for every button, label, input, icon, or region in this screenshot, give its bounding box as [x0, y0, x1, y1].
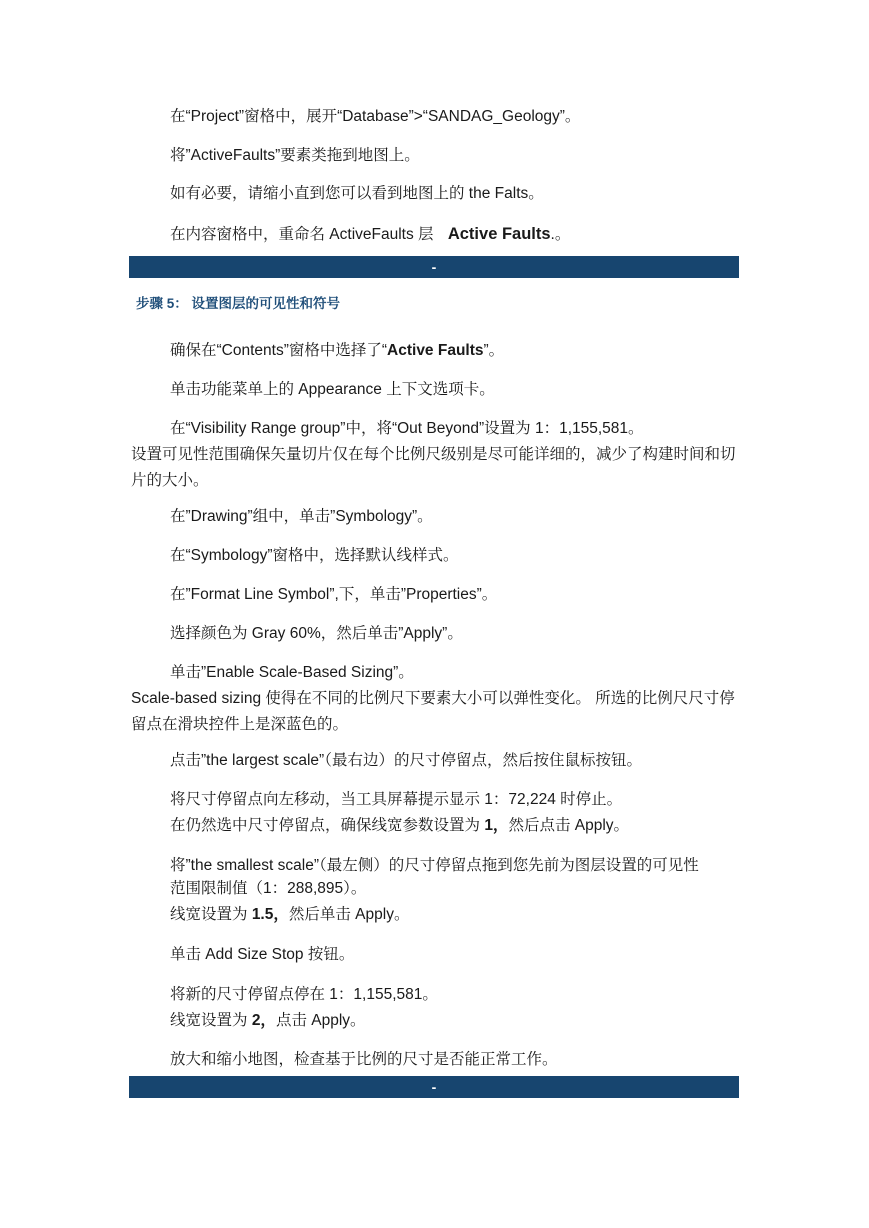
instruction-add-size-stop: 单击 Add Size Stop 按钮。 [170, 946, 355, 963]
instruction-rename-layer [170, 224, 570, 245]
layer-name: Active Faults [387, 342, 484, 359]
step-5-heading: 步骤 5： 设置图层的可见性和符号 [136, 296, 341, 311]
instruction-text: 线宽设置为 [170, 906, 252, 923]
instruction-zoom-out: 如有必要，请缩小直到您可以看到地图上的 the Falts。 [170, 185, 544, 202]
paragraph-visibility-explanation: 设置可见性范围确保矢量切片仅在每个比例尺级别是尽可能详细的，减少了构建时间和切片的大小。 [131, 446, 736, 489]
instruction-text: 在仍然选中尺寸停留点，确保线宽参数设置为 [170, 817, 485, 834]
instruction-smallest-scale-cont: 范围限制值（1：288,895）。 [170, 880, 367, 897]
instruction-enable-scale-sizing: 单击”Enable Scale-Based Sizing”。 [170, 664, 414, 681]
instruction-text: 然后点击 Apply。 [508, 817, 630, 834]
layer-name: Active Faults [447, 225, 551, 243]
instruction-move-stop: 将尺寸停留点向左移动，当工具屏幕提示显示 1：72,224 时停止。 [170, 791, 623, 808]
instruction-smallest-scale: 将”the smallest scale”（最左侧）的尺寸停留点拖到您先前为图层设置的可见性 [170, 857, 699, 874]
width-value: 1.5， [251, 906, 289, 923]
instruction-expand-database: 在“Project”窗格中，展开“Database”>“SANDAG_Geology”。 [170, 108, 581, 125]
width-value: 2， [251, 1012, 276, 1029]
instruction-select-color: 选择颜色为 Gray 60%，然后单击”Apply”。 [170, 625, 463, 642]
instruction-properties: 在”Format Line Symbol”,下，单击”Properties”。 [170, 586, 498, 603]
instruction-select-layer [170, 341, 504, 361]
instruction-text: 点击 Apply。 [275, 1012, 366, 1029]
instruction-line-width-2 [170, 1011, 366, 1031]
instruction-default-line-style: 在“Symbology”窗格中，选择默认线样式。 [170, 547, 459, 564]
section-separator: - [129, 1076, 739, 1098]
instruction-zoom-check: 放大和缩小地图，检查基于比例的尺寸是否能正常工作。 [170, 1051, 558, 1068]
instruction-line-width-1-5 [170, 905, 409, 925]
instruction-text: 然后单击 Apply。 [288, 906, 410, 923]
instruction-line-width-1 [170, 816, 629, 836]
instruction-text: .。 [550, 226, 571, 243]
instruction-text: 确保在“Contents”窗格中选择了“ [170, 342, 388, 359]
instruction-text: 线宽设置为 [170, 1012, 252, 1029]
paragraph-scale-based-sizing: Scale-based sizing 使得在不同的比例尺下要素大小可以弹性变化。 所选的比例尺尺寸停留点在滑块控件上是深蓝色的。 [131, 690, 735, 733]
instruction-largest-scale: 点击”the largest scale”（最右边）的尺寸停留点，然后按住鼠标按钮。 [170, 752, 642, 769]
instruction-text: 在内容窗格中，重命名 ActiveFaults 层 [170, 226, 438, 243]
instruction-visibility-range: 在“Visibility Range group”中，将“Out Beyond”设置为 1：1,155,581。 [170, 420, 644, 437]
width-value: 1， [484, 817, 509, 834]
instruction-text: ”。 [483, 342, 505, 359]
instruction-drag-feature-class: 将”ActiveFaults”要素类拖到地图上。 [170, 147, 420, 164]
instruction-new-stop: 将新的尺寸停留点停在 1：1,155,581。 [170, 986, 438, 1003]
instruction-symbology: 在”Drawing”组中，单击”Symbology”。 [170, 508, 433, 525]
section-separator: - [129, 256, 739, 278]
instruction-appearance-tab: 单击功能菜单上的 Appearance 上下文选项卡。 [170, 381, 495, 398]
